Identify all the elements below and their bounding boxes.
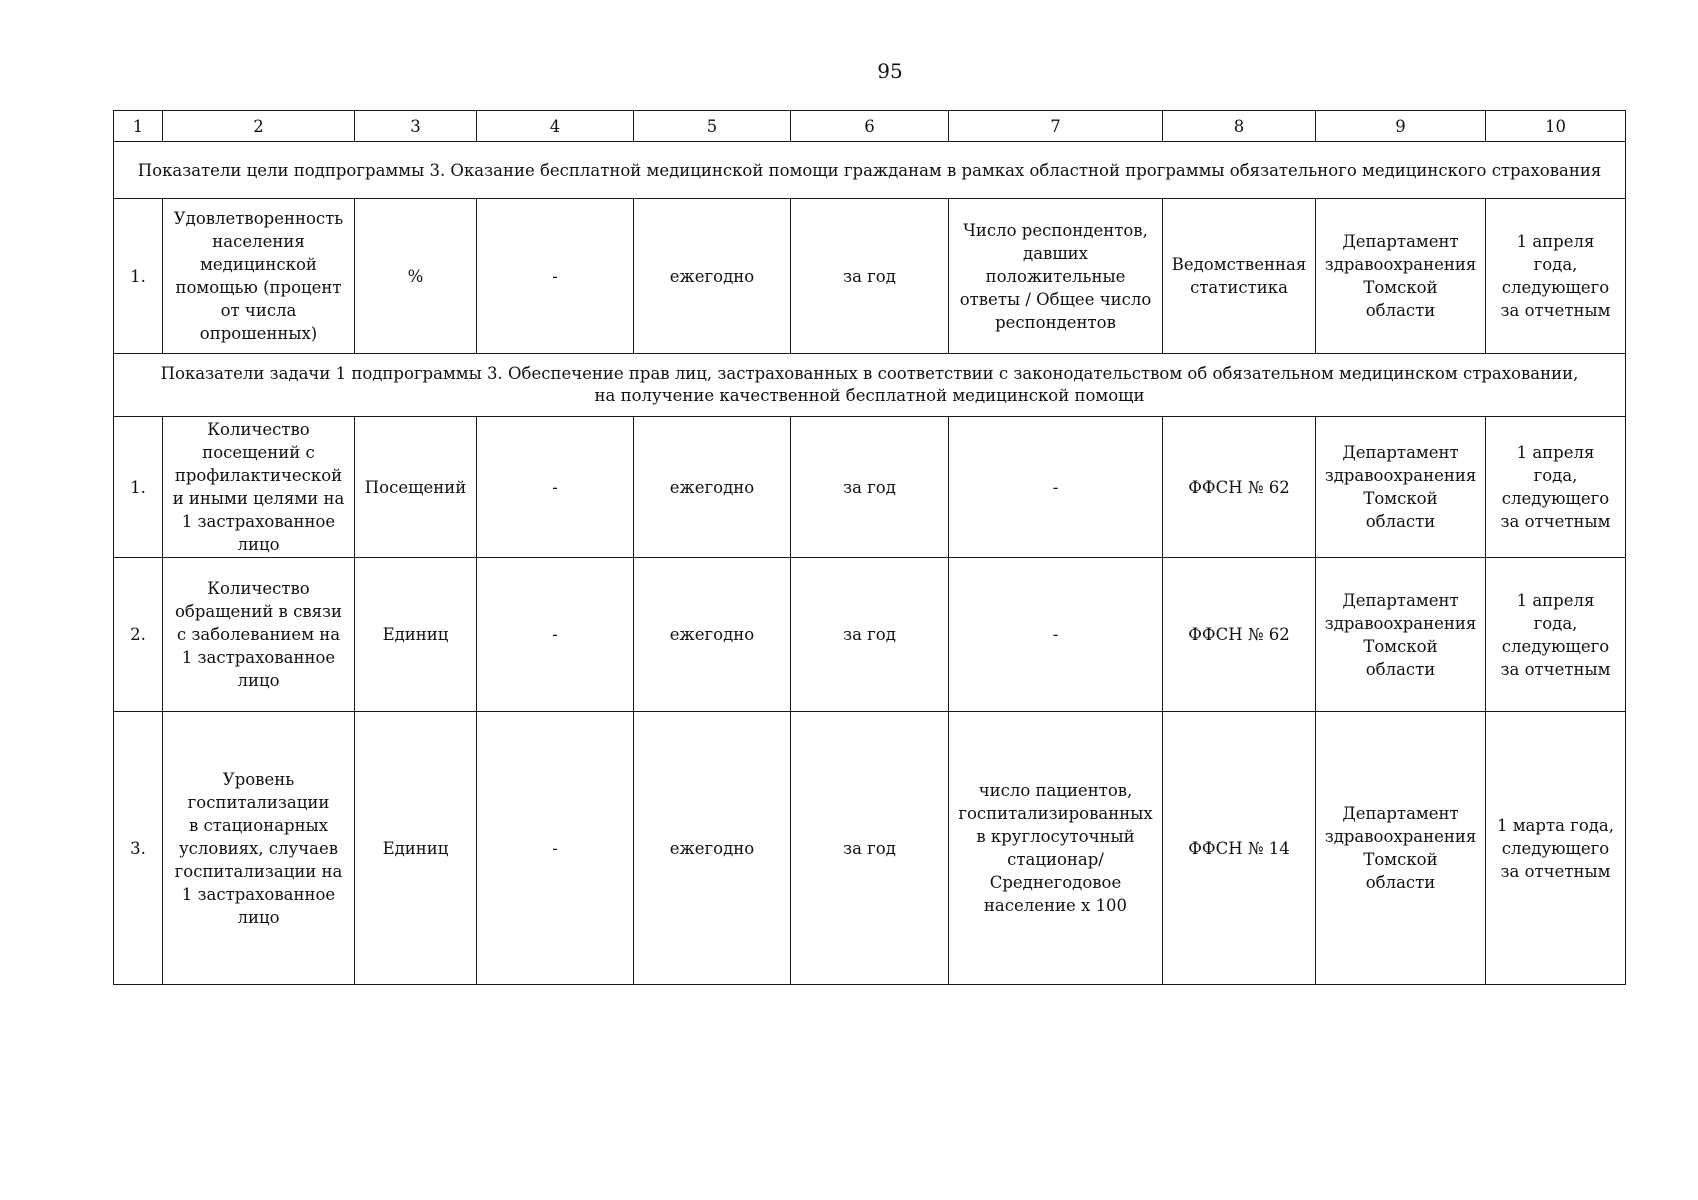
unit: % xyxy=(355,199,477,354)
responsible-body: Департамент здравоохранения Томской области xyxy=(1316,558,1486,712)
table-row xyxy=(114,558,1626,712)
responsible-body: Департамент здравоохранения Томской области xyxy=(1316,712,1486,985)
responsible-body: Департамент здравоохранения Томской области xyxy=(1316,199,1486,354)
calculation-method: Число респондентов, давших положительные ответы / Общее число респондентов xyxy=(949,199,1163,354)
section-1-title: Показатели цели подпрограммы 3. Оказание бесплатной медицинской помощи гражданам в рамках областной программы обязательного медицинского страхования xyxy=(114,142,1626,199)
calculation-method: - xyxy=(949,558,1163,712)
column-number-row xyxy=(114,111,1626,142)
table-row xyxy=(114,417,1626,558)
column-number: 5 xyxy=(634,111,791,142)
row-number: 3. xyxy=(114,712,163,985)
deadline: 1 апреля года, следующего за отчетным xyxy=(1486,199,1626,354)
row-number: 1. xyxy=(114,199,163,354)
table-row xyxy=(114,199,1626,354)
column-4-value: - xyxy=(477,417,634,558)
column-number: 10 xyxy=(1486,111,1626,142)
column-number: 9 xyxy=(1316,111,1486,142)
column-number: 1 xyxy=(114,111,163,142)
data-source: ФФСН № 62 xyxy=(1163,417,1316,558)
period: за год xyxy=(791,712,949,985)
frequency: ежегодно xyxy=(634,417,791,558)
indicators-table xyxy=(113,110,1626,985)
data-source: ФФСН № 62 xyxy=(1163,558,1316,712)
indicator-name: Удовлетворенность населения медицинской помощью (процент от числа опрошенных) xyxy=(163,199,355,354)
section-2-title: Показатели задачи 1 подпрограммы 3. Обеспечение прав лиц, застрахованных в соответствии с законодательством об обязательном медицинском страховании, на получение качественной бесплатной медицинской помощи xyxy=(114,354,1626,417)
indicator-name: Количество обращений в связи с заболеванием на 1 застрахованное лицо xyxy=(163,558,355,712)
data-source: Ведомственная статистика xyxy=(1163,199,1316,354)
frequency: ежегодно xyxy=(634,558,791,712)
responsible-body: Департамент здравоохранения Томской области xyxy=(1316,417,1486,558)
column-4-value: - xyxy=(477,712,634,985)
frequency: ежегодно xyxy=(634,199,791,354)
period: за год xyxy=(791,199,949,354)
column-number: 8 xyxy=(1163,111,1316,142)
column-number: 3 xyxy=(355,111,477,142)
frequency: ежегодно xyxy=(634,712,791,985)
column-number: 7 xyxy=(949,111,1163,142)
period: за год xyxy=(791,417,949,558)
table-row xyxy=(114,712,1626,985)
column-4-value: - xyxy=(477,558,634,712)
data-source: ФФСН № 14 xyxy=(1163,712,1316,985)
column-number: 2 xyxy=(163,111,355,142)
row-number: 1. xyxy=(114,417,163,558)
calculation-method: - xyxy=(949,417,1163,558)
section-header-row xyxy=(114,354,1626,417)
indicator-name: Уровень госпитализации в стационарных условиях, случаев госпитализации на 1 застрахованное лицо xyxy=(163,712,355,985)
row-number: 2. xyxy=(114,558,163,712)
indicator-name: Количество посещений с профилактической и иными целями на 1 застрахованное лицо xyxy=(163,417,355,558)
period: за год xyxy=(791,558,949,712)
section-header-row xyxy=(114,142,1626,199)
column-4-value: - xyxy=(477,199,634,354)
column-number: 6 xyxy=(791,111,949,142)
deadline: 1 марта года, следующего за отчетным xyxy=(1486,712,1626,985)
unit: Единиц xyxy=(355,712,477,985)
deadline: 1 апреля года, следующего за отчетным xyxy=(1486,558,1626,712)
page-number: 95 xyxy=(877,59,903,83)
unit: Посещений xyxy=(355,417,477,558)
deadline: 1 апреля года, следующего за отчетным xyxy=(1486,417,1626,558)
calculation-method: число пациентов, госпитализированных в круглосуточный стационар/ Среднегодовое население х 100 xyxy=(949,712,1163,985)
unit: Единиц xyxy=(355,558,477,712)
column-number: 4 xyxy=(477,111,634,142)
